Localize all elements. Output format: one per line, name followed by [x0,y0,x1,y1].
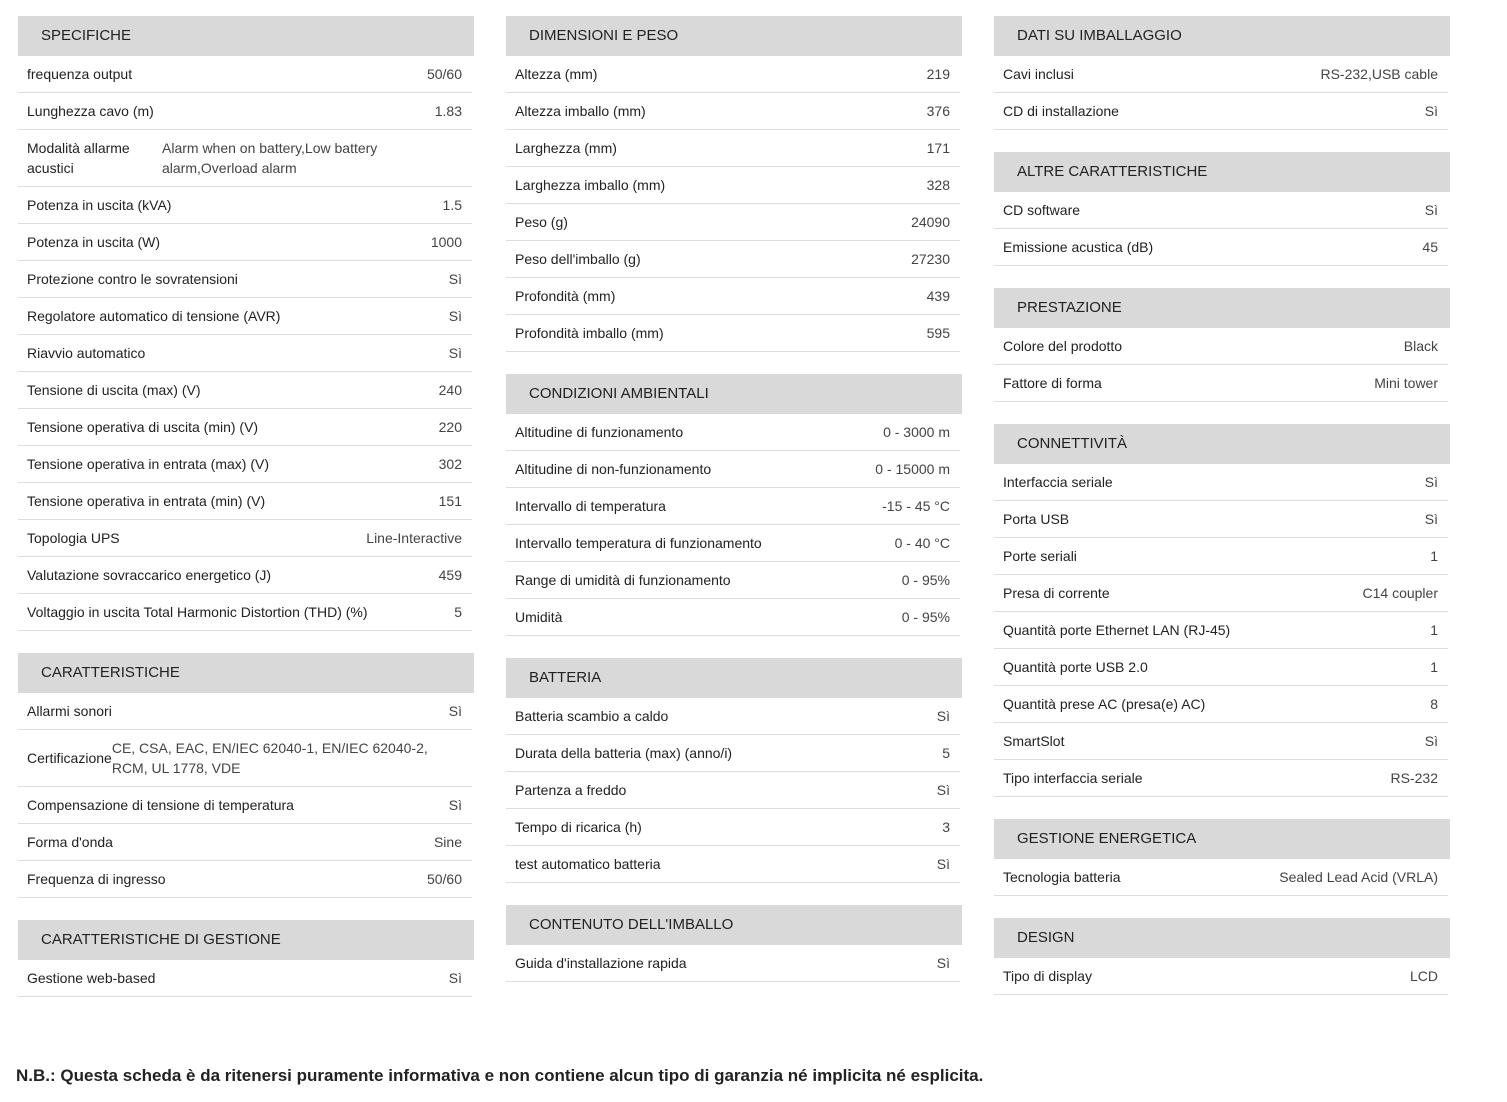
spec-label: Profondità imballo (mm) [515,325,664,341]
spec-label: Guida d'installazione rapida [515,955,687,971]
spec-row [506,525,960,562]
spec-label: Durata della batteria (max) (anno/i) [515,745,733,761]
spec-value: Sealed Lead Acid (VRLA) [1279,869,1438,885]
spec-row [18,261,472,298]
spec-row [994,464,1448,501]
spec-value: Sì [1424,511,1438,527]
spec-value: Sì [448,797,462,813]
spec-row [18,93,472,130]
spec-label: Potenza in uscita (kVA) [27,197,172,213]
spec-row [506,698,960,735]
spec-row [18,520,472,557]
spec-label: Intervallo di temperatura [515,498,666,514]
spec-label: Quantità porte Ethernet LAN (RJ-45) [1003,622,1231,638]
spec-value: 220 [438,419,462,435]
spec-value: 376 [926,103,950,119]
spec-row [18,224,472,261]
spec-value: 1000 [430,234,462,250]
spec-label: Lunghezza cavo (m) [27,103,154,119]
spec-row [18,861,472,898]
spec-value: Sine [433,834,462,850]
section-header: CONDIZIONI AMBIENTALI [506,374,962,414]
spec-label: Tipo interfaccia seriale [1003,770,1143,786]
spec-value: 595 [926,325,950,341]
spec-label: frequenza output [27,66,133,82]
spec-section [994,16,1450,130]
spec-section [506,658,962,883]
spec-label: Protezione contro le sovratensioni [27,271,238,287]
spec-rows [18,693,472,898]
spec-rows [18,960,472,997]
spec-row [506,488,960,525]
section-header: DESIGN [994,918,1450,958]
spec-value: 5 [454,604,462,620]
spec-row [994,56,1448,93]
spec-row [18,130,472,187]
spec-value: Sì [936,708,950,724]
spec-row [18,298,472,335]
spec-label: Emissione acustica (dB) [1003,239,1154,255]
spec-row [994,686,1448,723]
spec-value: 439 [926,288,950,304]
spec-value: Sì [448,345,462,361]
spec-row [18,409,472,446]
spec-row [994,859,1448,896]
disclaimer-note: N.B.: Questa scheda è da ritenersi puramente informativa e non contiene alcun tipo di garanzia né implicita né esplicita. [16,1066,984,1085]
spec-value: 1.5 [442,197,462,213]
spec-row [506,451,960,488]
spec-label: Regolatore automatico di tensione (AVR) [27,308,281,324]
spec-column-1 [18,16,474,1019]
spec-section [18,920,474,997]
section-header: CONNETTIVITÀ [994,424,1450,464]
spec-value: 1.83 [434,103,462,119]
spec-label: Riavvio automatico [27,345,146,361]
spec-label: Batteria scambio a caldo [515,708,669,724]
spec-row [18,960,472,997]
spec-value: 171 [926,140,950,156]
spec-row [506,809,960,846]
spec-section [506,374,962,636]
spec-row [506,204,960,241]
spec-label: Tipo di display [1003,968,1092,984]
spec-label: Quantità prese AC (presa(e) AC) [1003,696,1206,712]
spec-label: Certificazione [27,750,112,766]
spec-row [506,735,960,772]
spec-label: Partenza a freddo [515,782,627,798]
spec-label: Quantità porte USB 2.0 [1003,659,1148,675]
spec-value: Sì [448,271,462,287]
section-header: PRESTAZIONE [994,288,1450,328]
spec-row [18,824,472,861]
spec-row [994,229,1448,266]
spec-row [994,501,1448,538]
spec-row [994,575,1448,612]
spec-row [994,612,1448,649]
spec-value: 302 [438,456,462,472]
spec-value: RS-232,USB cable [1320,66,1438,82]
spec-rows [994,958,1448,995]
spec-value: 219 [926,66,950,82]
spec-row [506,56,960,93]
section-header: GESTIONE ENERGETICA [994,819,1450,859]
spec-value: Sì [448,970,462,986]
spec-section [994,152,1450,266]
spec-row [994,723,1448,760]
spec-label: Fattore di forma [1003,375,1102,391]
section-header: CARATTERISTICHE DI GESTIONE [18,920,474,960]
spec-row [18,335,472,372]
spec-label: Compensazione di tensione di temperatura [27,797,294,813]
spec-value: LCD [1409,968,1438,984]
spec-rows [994,464,1448,797]
spec-value: 27230 [911,251,950,267]
spec-value: 0 - 3000 m [883,424,950,440]
spec-section [994,288,1450,402]
spec-label: Allarmi sonori [27,703,112,719]
spec-label: Cavi inclusi [1003,66,1074,82]
spec-label: Peso (g) [515,214,568,230]
spec-value: C14 coupler [1362,585,1438,601]
spec-section [994,918,1450,995]
spec-rows [506,414,960,636]
section-header: CONTENUTO DELL'IMBALLO [506,905,962,945]
spec-label: Forma d'onda [27,834,113,850]
spec-label: Presa di corrente [1003,585,1110,601]
spec-rows [506,945,960,982]
spec-label: Umidità [515,609,563,625]
spec-value: Sì [1424,733,1438,749]
spec-label: Tensione di uscita (max) (V) [27,382,201,398]
spec-label: Range di umidità di funzionamento [515,572,731,588]
spec-label: Valutazione sovraccarico energetico (J) [27,567,272,583]
spec-row [18,187,472,224]
spec-column-3 [994,16,1450,1017]
spec-rows [994,859,1448,896]
spec-section [18,653,474,898]
spec-value: 5 [942,745,950,761]
spec-row [506,167,960,204]
spec-column-2 [506,16,962,1004]
spec-value: 50/60 [426,66,462,82]
spec-row [18,730,472,787]
spec-row [18,557,472,594]
spec-value: 45 [1422,239,1438,255]
spec-row [994,328,1448,365]
spec-value: Sì [936,782,950,798]
spec-label: Topologia UPS [27,530,120,546]
spec-label: Porta USB [1003,511,1070,527]
spec-row [994,760,1448,797]
spec-section [994,819,1450,896]
spec-label: Gestione web-based [27,970,156,986]
spec-section [506,905,962,982]
spec-row [994,649,1448,686]
spec-section [18,16,474,631]
spec-value: Sì [448,703,462,719]
section-header: DIMENSIONI E PESO [506,16,962,56]
spec-label: Altitudine di non-funzionamento [515,461,712,477]
spec-label: Intervallo temperatura di funzionamento [515,535,762,551]
section-header: SPECIFICHE [18,16,474,56]
spec-row [18,693,472,730]
spec-row [506,93,960,130]
spec-row [506,130,960,167]
spec-label: Tensione operativa in entrata (min) (V) [27,493,266,509]
spec-label: Larghezza imballo (mm) [515,177,666,193]
spec-label: Altitudine di funzionamento [515,424,684,440]
spec-row [506,241,960,278]
spec-value: Sì [448,308,462,324]
spec-row [506,846,960,883]
spec-row [506,414,960,451]
spec-label: Tensione operativa in entrata (max) (V) [27,456,269,472]
spec-row [506,772,960,809]
spec-value: 0 - 15000 m [875,461,950,477]
spec-value: Mini tower [1374,375,1438,391]
spec-label: Voltaggio in uscita Total Harmonic Distortion (THD) (%) [27,604,368,620]
spec-label: test automatico batteria [515,856,661,872]
spec-label: SmartSlot [1003,733,1065,749]
spec-label: Interfaccia seriale [1003,474,1113,490]
section-header: CARATTERISTICHE [18,653,474,693]
spec-value: Sì [936,955,950,971]
spec-label: Tensione operativa di uscita (min) (V) [27,419,259,435]
spec-label: Larghezza (mm) [515,140,617,156]
spec-value: Sì [1424,103,1438,119]
spec-label: Modalità allarme acustici [27,140,130,176]
spec-row [506,945,960,982]
spec-row [18,56,472,93]
spec-section [994,424,1450,797]
spec-value: 240 [438,382,462,398]
spec-value: 3 [942,819,950,835]
spec-value: Alarm when on battery,Low battery alarm,Overload alarm [162,140,378,176]
spec-value: 50/60 [426,871,462,887]
spec-value: 459 [438,567,462,583]
spec-label: CD di installazione [1003,103,1119,119]
spec-value: 328 [926,177,950,193]
spec-rows [506,698,960,883]
spec-value: RS-232 [1390,770,1438,786]
spec-value: 0 - 95% [901,609,950,625]
spec-value: -15 - 45 °C [882,498,950,514]
spec-value: 1 [1430,659,1438,675]
spec-value: Sì [936,856,950,872]
spec-label: Porte seriali [1003,548,1077,564]
spec-rows [994,328,1448,402]
spec-row [994,958,1448,995]
spec-value: 1 [1430,548,1438,564]
spec-value: 0 - 95% [901,572,950,588]
spec-rows [18,56,472,631]
spec-value: CE, CSA, EAC, EN/IEC 62040-1, EN/IEC 62040-2, RCM, UL 1778, VDE [111,740,428,776]
spec-value: Line-Interactive [366,530,462,546]
spec-row [994,93,1448,130]
section-header: BATTERIA [506,658,962,698]
spec-value: Black [1403,338,1438,354]
spec-label: Profondità (mm) [515,288,616,304]
spec-rows [506,56,960,352]
spec-label: Altezza imballo (mm) [515,103,646,119]
spec-value: 8 [1430,696,1438,712]
spec-label: Potenza in uscita (W) [27,234,161,250]
spec-section [506,16,962,352]
spec-label: Peso dell'imballo (g) [515,251,641,267]
spec-row [18,446,472,483]
section-header: DATI SU IMBALLAGGIO [994,16,1450,56]
spec-row [18,594,472,631]
spec-label: Colore del prodotto [1003,338,1123,354]
spec-row [994,538,1448,575]
spec-value: 1 [1430,622,1438,638]
spec-row [18,372,472,409]
spec-label: Tecnologia batteria [1003,869,1121,885]
spec-row [18,787,472,824]
spec-row [994,365,1448,402]
spec-label: CD software [1003,202,1081,218]
spec-row [506,278,960,315]
spec-row [18,483,472,520]
spec-row [506,315,960,352]
spec-row [506,562,960,599]
spec-label: Altezza (mm) [515,66,598,82]
spec-rows [994,192,1448,266]
spec-label: Tempo di ricarica (h) [515,819,642,835]
spec-value: Sì [1424,474,1438,490]
spec-value: 24090 [911,214,950,230]
spec-rows [994,56,1448,130]
spec-row [506,599,960,636]
spec-row [994,192,1448,229]
section-header: ALTRE CARATTERISTICHE [994,152,1450,192]
spec-label: Frequenza di ingresso [27,871,166,887]
spec-value: 0 - 40 °C [894,535,950,551]
spec-value: 151 [438,493,462,509]
spec-value: Sì [1424,202,1438,218]
